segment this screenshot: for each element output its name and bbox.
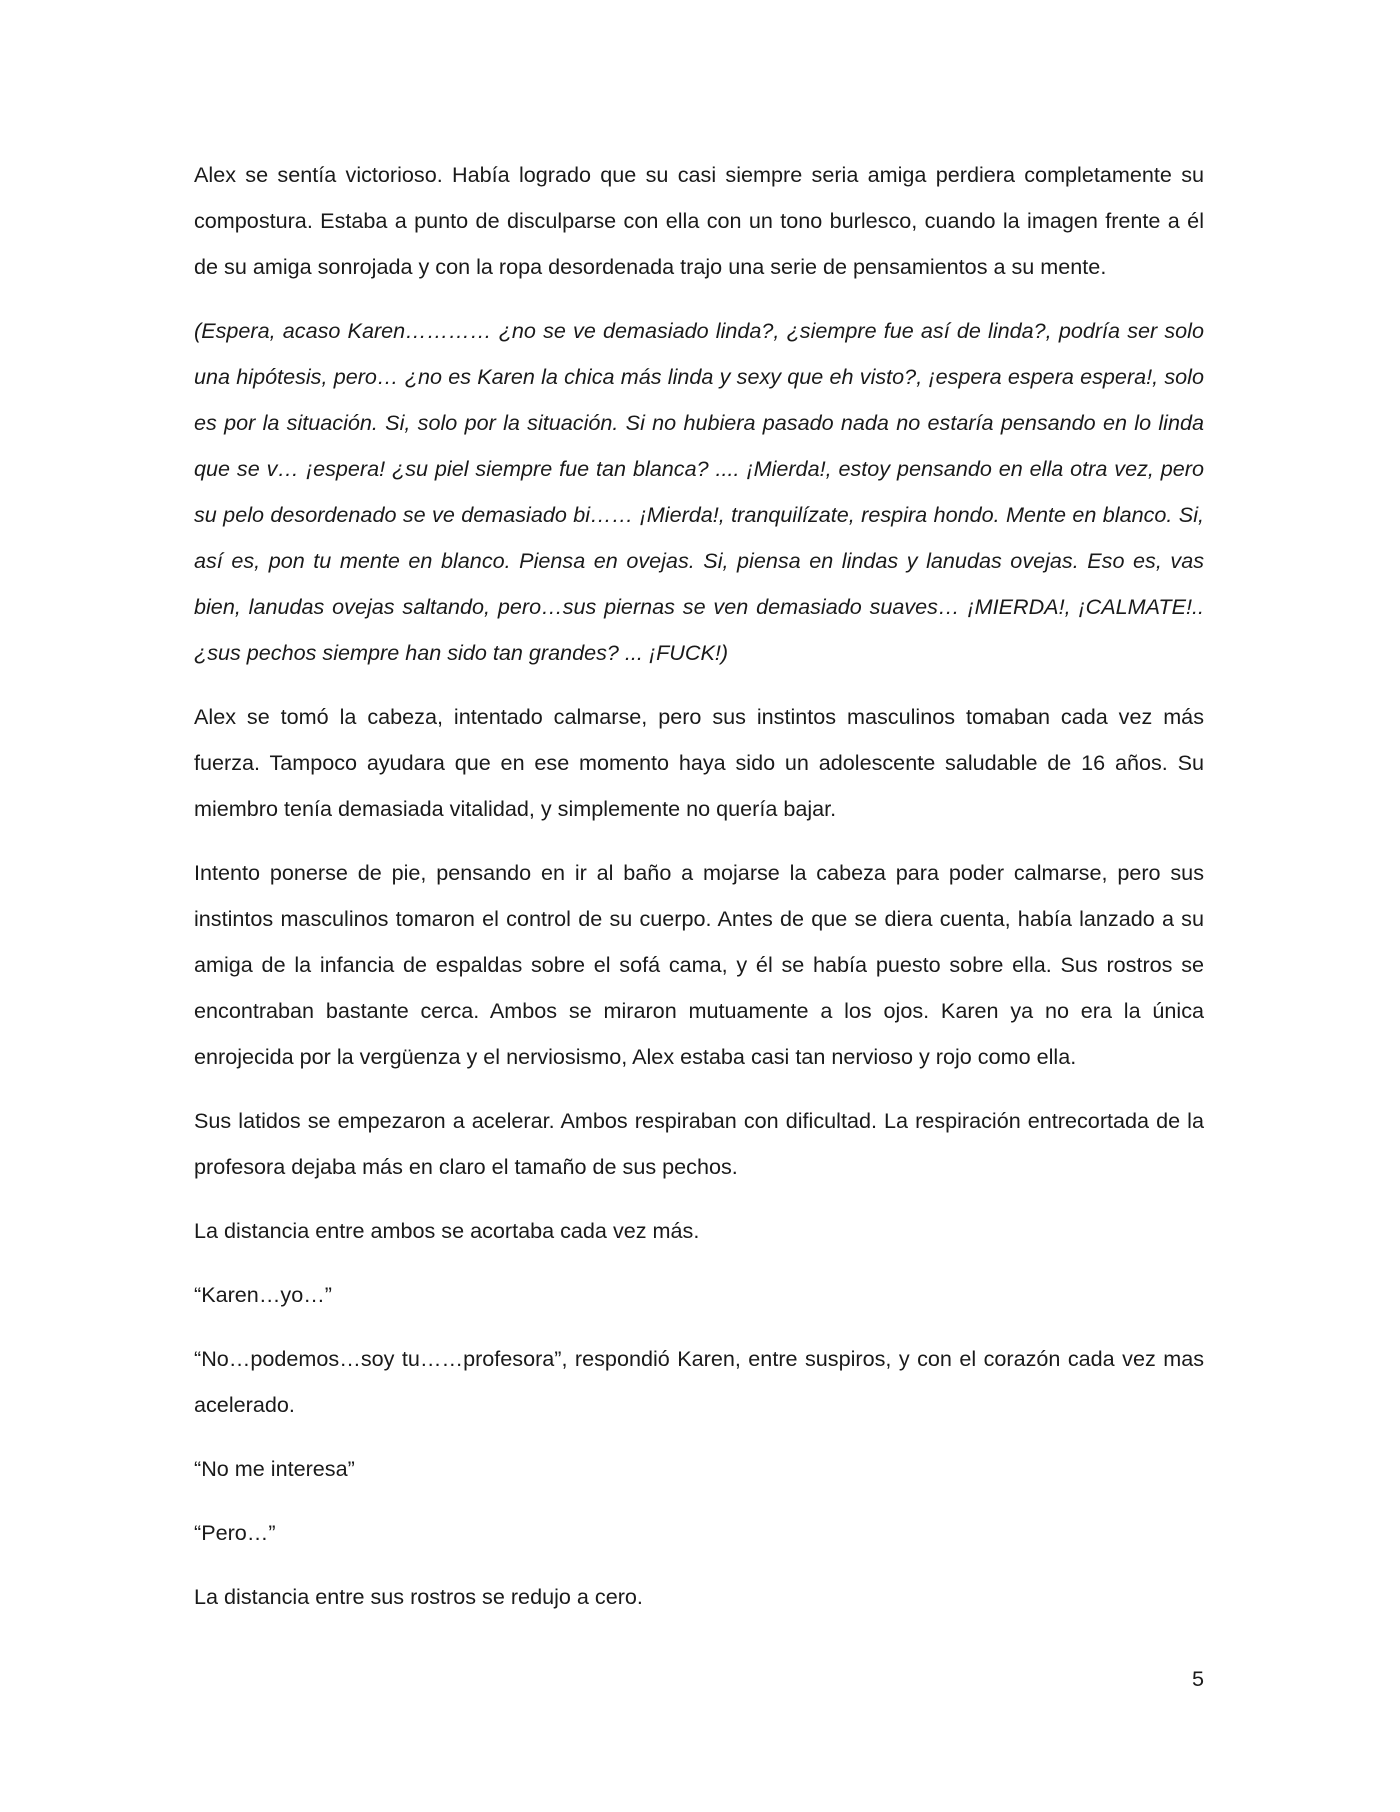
- paragraph-narration-2: Alex se tomó la cabeza, intentado calmarse, pero sus instintos masculinos tomaban cada vez más fuerza. Tampoco ayudara que en ese momento haya sido un adolescente saludable de 16 años. Su miembro tenía demasiada vitalidad, y simplemente no quería bajar.: [194, 704, 1204, 821]
- page-number: 5: [1191, 1666, 1204, 1691]
- dialogue-line-2: “No…podemos…soy tu……profesora”, respondió Karen, entre suspiros, y con el corazón cada vez mas acelerado.: [194, 1346, 1204, 1417]
- paragraph-narration-3: Intento ponerse de pie, pensando en ir al baño a mojarse la cabeza para poder calmarse, pero sus instintos masculinos tomaron el control de su cuerpo. Antes de que se diera cuenta, había lanzado a su amiga de la infancia de espaldas sobre el sofá cama, y él se había puesto sobre ella. Sus rostros se encontraban bastante cerca. Ambos se miraron mutuamente a los ojos. Karen ya no era la única enrojecida por la vergüenza y el nerviosismo, Alex estaba casi tan nervioso y rojo como ella.: [194, 860, 1204, 1069]
- paragraph-narration-4: Sus latidos se empezaron a acelerar. Ambos respiraban con dificultad. La respiración entrecortada de la profesora dejaba más en claro el tamaño de sus pechos.: [194, 1108, 1204, 1179]
- dialogue-line-1: “Karen…yo…”: [194, 1282, 332, 1307]
- text-body: [194, 152, 1204, 1638]
- paragraph-inner-monologue: (Espera, acaso Karen………… ¿no se ve demasiado linda?, ¿siempre fue así de linda?, podría ser solo una hipótesis, pero… ¿no es Karen la chica más linda y sexy que eh visto?, ¡espera espera espera!, solo es por la situación. Si, solo por la situación. Si no hubiera pasado nada no estaría pensando en lo linda que se v… ¡espera! ¿su piel siempre fue tan blanca? .... ¡Mierda!, estoy pensando en ella otra vez, pero su pelo desordenado se ve demasiado bi…… ¡Mierda!, tranquilízate, respira hondo. Mente en blanco. Si, así es, pon tu mente en blanco. Piensa en ovejas. Si, piensa en lindas y lanudas ovejas. Eso es, vas bien, lanudas ovejas saltando, pero…sus piernas se ven demasiado suaves… ¡MIERDA!, ¡CALMATE!..¿sus pechos siempre han sido tan grandes? ... ¡FUCK!): [194, 318, 1204, 665]
- paragraph-closing: La distancia entre sus rostros se redujo a cero.: [194, 1584, 643, 1609]
- paragraph-narration-1: Alex se sentía victorioso. Había logrado que su casi siempre seria amiga perdiera completamente su compostura. Estaba a punto de disculparse con ella con un tono burlesco, cuando la imagen frente a él de su amiga sonrojada y con la ropa desordenada trajo una serie de pensamientos a su mente.: [194, 162, 1204, 279]
- paragraph-narration-5: La distancia entre ambos se acortaba cada vez más.: [194, 1218, 700, 1243]
- dialogue-line-4: “Pero…”: [194, 1520, 276, 1545]
- dialogue-line-3: “No me interesa”: [194, 1456, 355, 1481]
